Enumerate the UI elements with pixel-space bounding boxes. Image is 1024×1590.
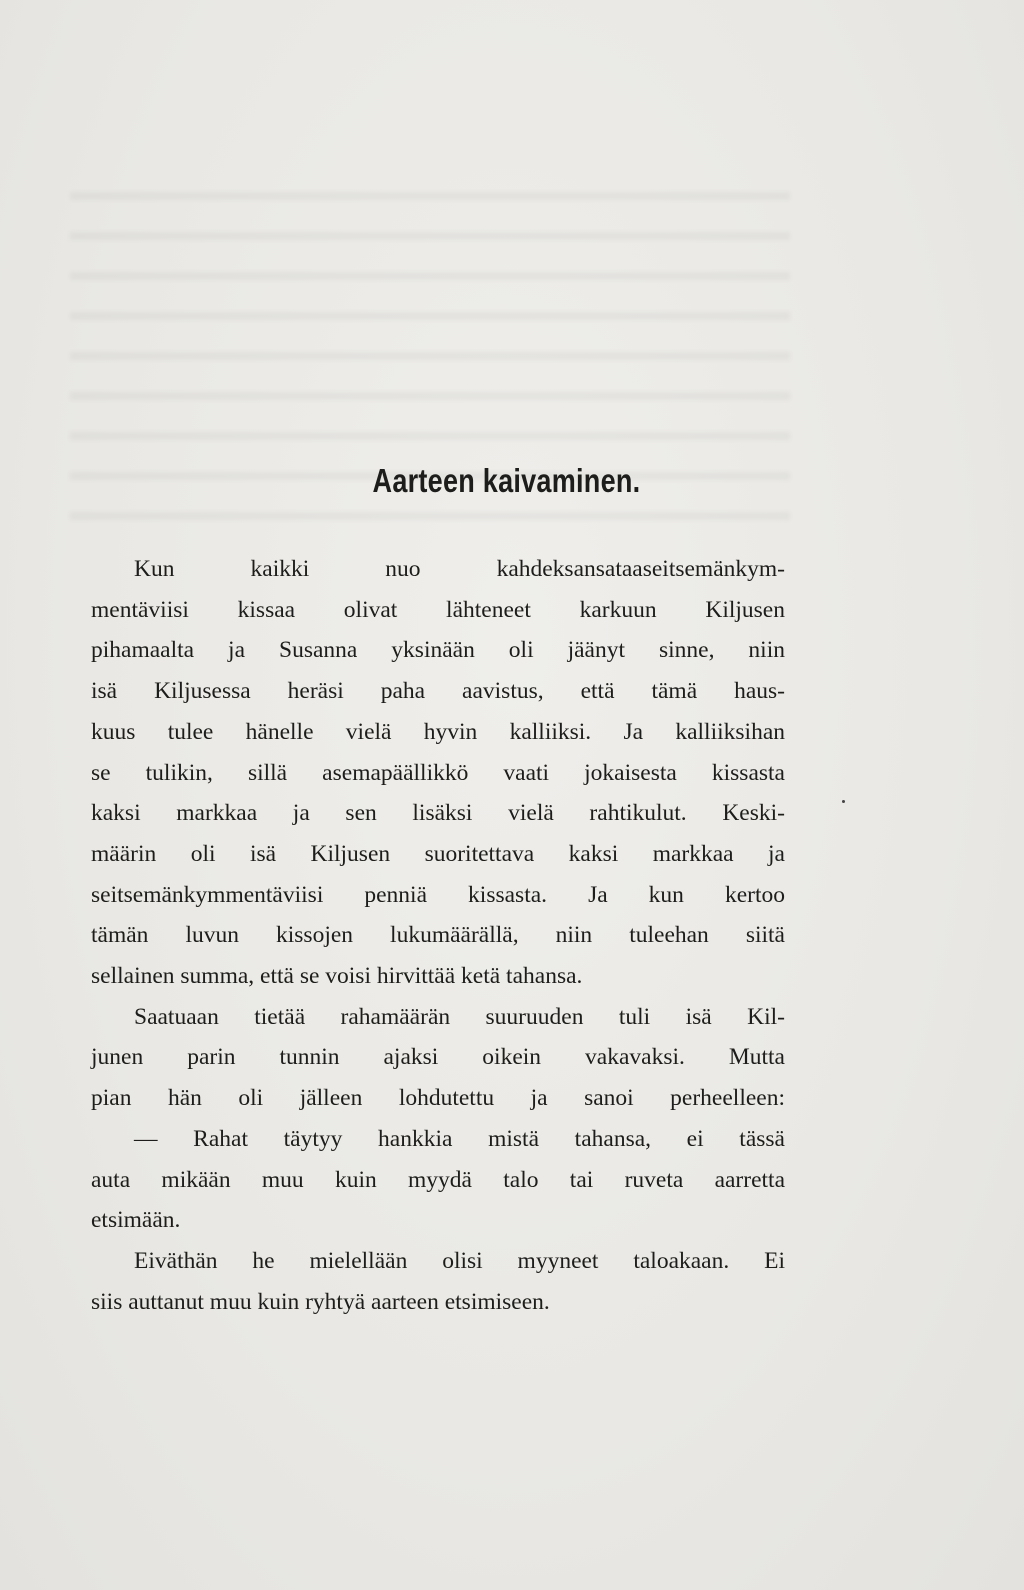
text-line: pian hän oli jälleen lohdutettu ja sanoi perheelleen:: [91, 1085, 785, 1112]
ink-speck: [842, 800, 845, 803]
paragraph-4: [91, 1241, 785, 1322]
text-line: pihamaalta ja Susanna yksinään oli jäänyt sinne, niin: [91, 637, 785, 664]
text-line: Eiväthän he mielellään olisi myyneet taloakaan. Ei: [134, 1247, 785, 1274]
text-line: se tulikin, sillä asemapäällikkö vaati jokaisesta kissasta: [91, 759, 785, 786]
paragraph-3: [91, 1119, 785, 1241]
text-line: seitsemänkymmentäviisi penniä kissasta. Ja kun kertoo: [91, 881, 785, 908]
text-line: etsimään.: [91, 1207, 181, 1234]
text-line: auta mikään muu kuin myydä talo tai ruveta aarretta: [91, 1166, 785, 1193]
text-line: tämän luvun kissojen lukumäärällä, niin tuleehan siitä: [91, 922, 785, 949]
text-line: — Rahat täytyy hankkia mistä tahansa, ei tässä: [134, 1125, 785, 1152]
paragraph-1: [91, 549, 785, 997]
chapter-body: [91, 549, 785, 1322]
text-line: isä Kiljusessa heräsi paha aavistus, että tämä haus-: [91, 678, 785, 705]
text-line: junen parin tunnin ajaksi oikein vakavaksi. Mutta: [91, 1044, 785, 1071]
text-line: Kun kaikki nuo kahdeksansataaseitsemänkym-: [134, 556, 785, 582]
text-line: Saatuaan tietää rahamäärän suuruuden tuli isä Kil-: [134, 1003, 785, 1030]
chapter-title: Aarteen kaivaminen.: [372, 462, 641, 499]
text-line: kuus tulee hänelle vielä hyvin kalliiksi. Ja kalliiksihan: [91, 718, 785, 745]
text-line: sellainen summa, että se voisi hirvittää ketä tahansa.: [91, 963, 583, 990]
text-line: mentäviisi kissaa olivat lähteneet karkuun Kiljusen: [91, 596, 785, 623]
paragraph-2: [91, 997, 785, 1119]
text-line: siis auttanut muu kuin ryhtyä aarteen etsimiseen.: [91, 1288, 550, 1315]
text-line: kaksi markkaa ja sen lisäksi vielä rahtikulut. Keski-: [91, 800, 785, 827]
text-line: määrin oli isä Kiljusen suoritettava kaksi markkaa ja: [91, 840, 785, 867]
